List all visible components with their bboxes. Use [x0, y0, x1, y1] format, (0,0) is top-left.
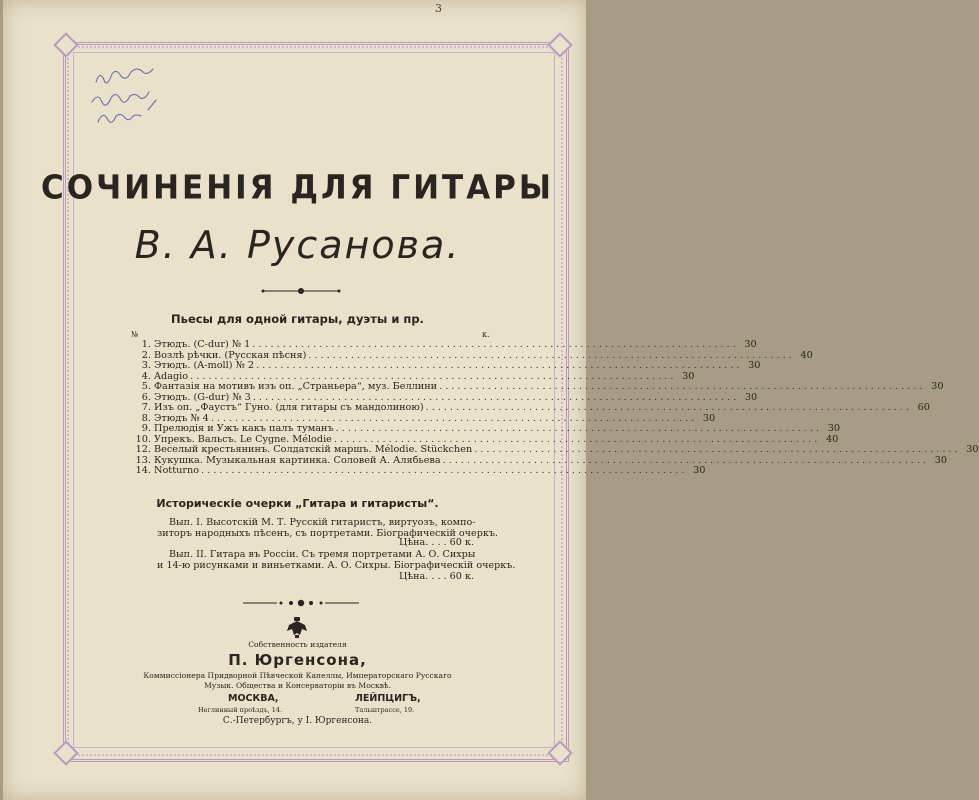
dot-leader: ................................................................................: [201, 465, 688, 476]
page-number: 3: [435, 2, 442, 15]
price-column-marker: к.: [482, 330, 490, 339]
piece-price: 30: [966, 444, 979, 455]
publisher-description-1: Коммиссіонера Придворной Пѣвческой Капеллы, Императорскаго Русскаго: [143, 671, 452, 680]
volume-1-line-1: Вып. I. Высотскій М. Т. Русскій гитаристъ, виртуозъ, компо-: [169, 517, 476, 528]
piece-number: 1.: [141, 339, 151, 350]
dot-leader: ................................................................................: [425, 402, 912, 413]
list-item: [133, 402, 930, 414]
piece-number: 14.: [135, 465, 151, 476]
piece-price: 40: [825, 433, 839, 445]
st-petersburg-agent: С.-Петербургъ, у I. Юргенсона.: [222, 716, 373, 726]
volume-2-line-1: Вып. II. Гитара въ Россіи. Съ тремя портретами А. О. Сихры: [169, 549, 476, 560]
piece-number: 7.: [141, 402, 151, 413]
dot-leader: ................................................................................: [256, 360, 743, 371]
address-leipzig: Тальштрассе, 19.: [355, 706, 415, 714]
piece-price: 30: [934, 454, 948, 466]
handwritten-inscription: [88, 60, 178, 135]
history-heading: Историческіе очерки „Гитара и гитаристы“.: [156, 497, 439, 510]
piece-title: Возлѣ рѣчки. (Русская пѣсня): [154, 349, 307, 361]
volume-1-line-2: зиторъ народныхъ пѣсенъ, съ портретами. Біографическій очеркъ.: [157, 528, 498, 539]
piece-number: 5.: [141, 381, 151, 392]
piece-price: 30: [693, 465, 706, 476]
piece-number: 3.: [141, 360, 151, 371]
title-composer: В. А. Русанова.: [134, 223, 461, 267]
piece-number: 12.: [135, 444, 151, 455]
piece-title: Кукушка. Музыкальная картинка. Соловей А. Алябьева: [154, 454, 441, 466]
volume-2-line-2: и 14-ю рисунками и виньетками. А. О. Сихры. Біографическій очеркъ.: [157, 560, 516, 571]
piece-title: Фантазія на мотивъ изъ оп. „Страньера“, муз. Беллини: [154, 381, 438, 392]
list-item: [133, 465, 706, 477]
dot-leader: ................................................................................: [252, 391, 740, 403]
piece-number: 9.: [141, 423, 151, 434]
piece-number: 13.: [135, 454, 151, 466]
piece-price: 30: [682, 370, 695, 382]
dot-leader: ................................................................................: [474, 444, 961, 455]
piece-price: 30: [827, 423, 841, 434]
piece-title: Этюдъ. (C-dur) № 1: [154, 339, 251, 350]
piece-price: 40: [800, 349, 813, 361]
piece-title: Упрекъ. Вальсъ. Le Cygne. Mélodie: [154, 433, 332, 445]
publisher-name: П. Юргенсона,: [228, 651, 367, 669]
list-item: [133, 381, 944, 393]
piece-title: Изъ оп. „Фаустъ“ Гуно. (для гитары съ мандолиною): [154, 402, 424, 413]
list-item: [133, 360, 761, 372]
piece-price: 30: [702, 412, 716, 424]
imperial-eagle-emblem: [285, 617, 309, 639]
piece-price: 30: [744, 339, 757, 350]
publisher-label: Собственность издателя: [248, 640, 347, 649]
piece-number: 4.: [141, 370, 151, 382]
piece-title: Notturno: [154, 465, 200, 476]
dot-leader: ................................................................................: [252, 339, 739, 350]
document-page: [3, 0, 979, 800]
piece-title: Adagio: [154, 370, 189, 382]
piece-price: 30: [748, 360, 761, 371]
list-item: [133, 444, 979, 456]
list-item: [133, 423, 841, 435]
dot-leader: ................................................................................: [335, 423, 823, 434]
piece-title: Этюдъ. (A-moll) № 2: [154, 360, 255, 371]
piece-number: 8.: [141, 412, 151, 424]
dot-leader: ................................................................................: [210, 412, 698, 424]
piece-price: 60: [917, 402, 930, 413]
piece-price: 30: [744, 391, 758, 403]
section-heading: Пьесы для одной гитары, дуэты и пр.: [171, 312, 424, 326]
city-moscow: МОСКВА,: [228, 693, 279, 704]
dot-leader: ................................................................................: [333, 433, 821, 445]
number-column-marker: №: [131, 330, 139, 339]
piece-title: Этюдъ № 4: [154, 412, 209, 424]
ornament-divider-bottom: [239, 597, 363, 609]
city-leipzig: ЛЕЙПЦИГЪ,: [355, 693, 421, 704]
pieces-list: [133, 339, 979, 477]
dot-leader: ................................................................................: [442, 454, 930, 466]
piece-title: Веселый крестьянинъ. Солдатскій маршъ. Mélodie. Stückchen: [154, 444, 473, 455]
piece-number: 2.: [141, 349, 151, 361]
address-moscow: Неглинный проѣздъ, 14.: [198, 706, 283, 714]
dot-leader: ................................................................................: [308, 349, 795, 361]
piece-title: Прелюдія и Ужъ какъ палъ туманъ: [154, 423, 334, 434]
ornament-divider-top: [261, 286, 341, 296]
publisher-description-2: Музык. Общества и Консерваторіи въ Москвѣ.: [203, 681, 392, 690]
piece-number: 10.: [135, 433, 151, 445]
list-item: [133, 339, 757, 351]
piece-price: 30: [931, 381, 944, 392]
dot-leader: ................................................................................: [190, 370, 677, 382]
dot-leader: ................................................................................: [439, 381, 926, 392]
volume-1-price: Цѣна. . . . 60 к.: [399, 537, 474, 548]
volume-2-price: Цѣна. . . . 60 к.: [399, 571, 474, 582]
piece-number: 6.: [141, 391, 151, 403]
title-main: СОЧИНЕНІЯ ДЛЯ ГИТАРЫ: [40, 169, 555, 207]
piece-title: Этюдъ. (G-dur) № 3: [154, 391, 251, 403]
